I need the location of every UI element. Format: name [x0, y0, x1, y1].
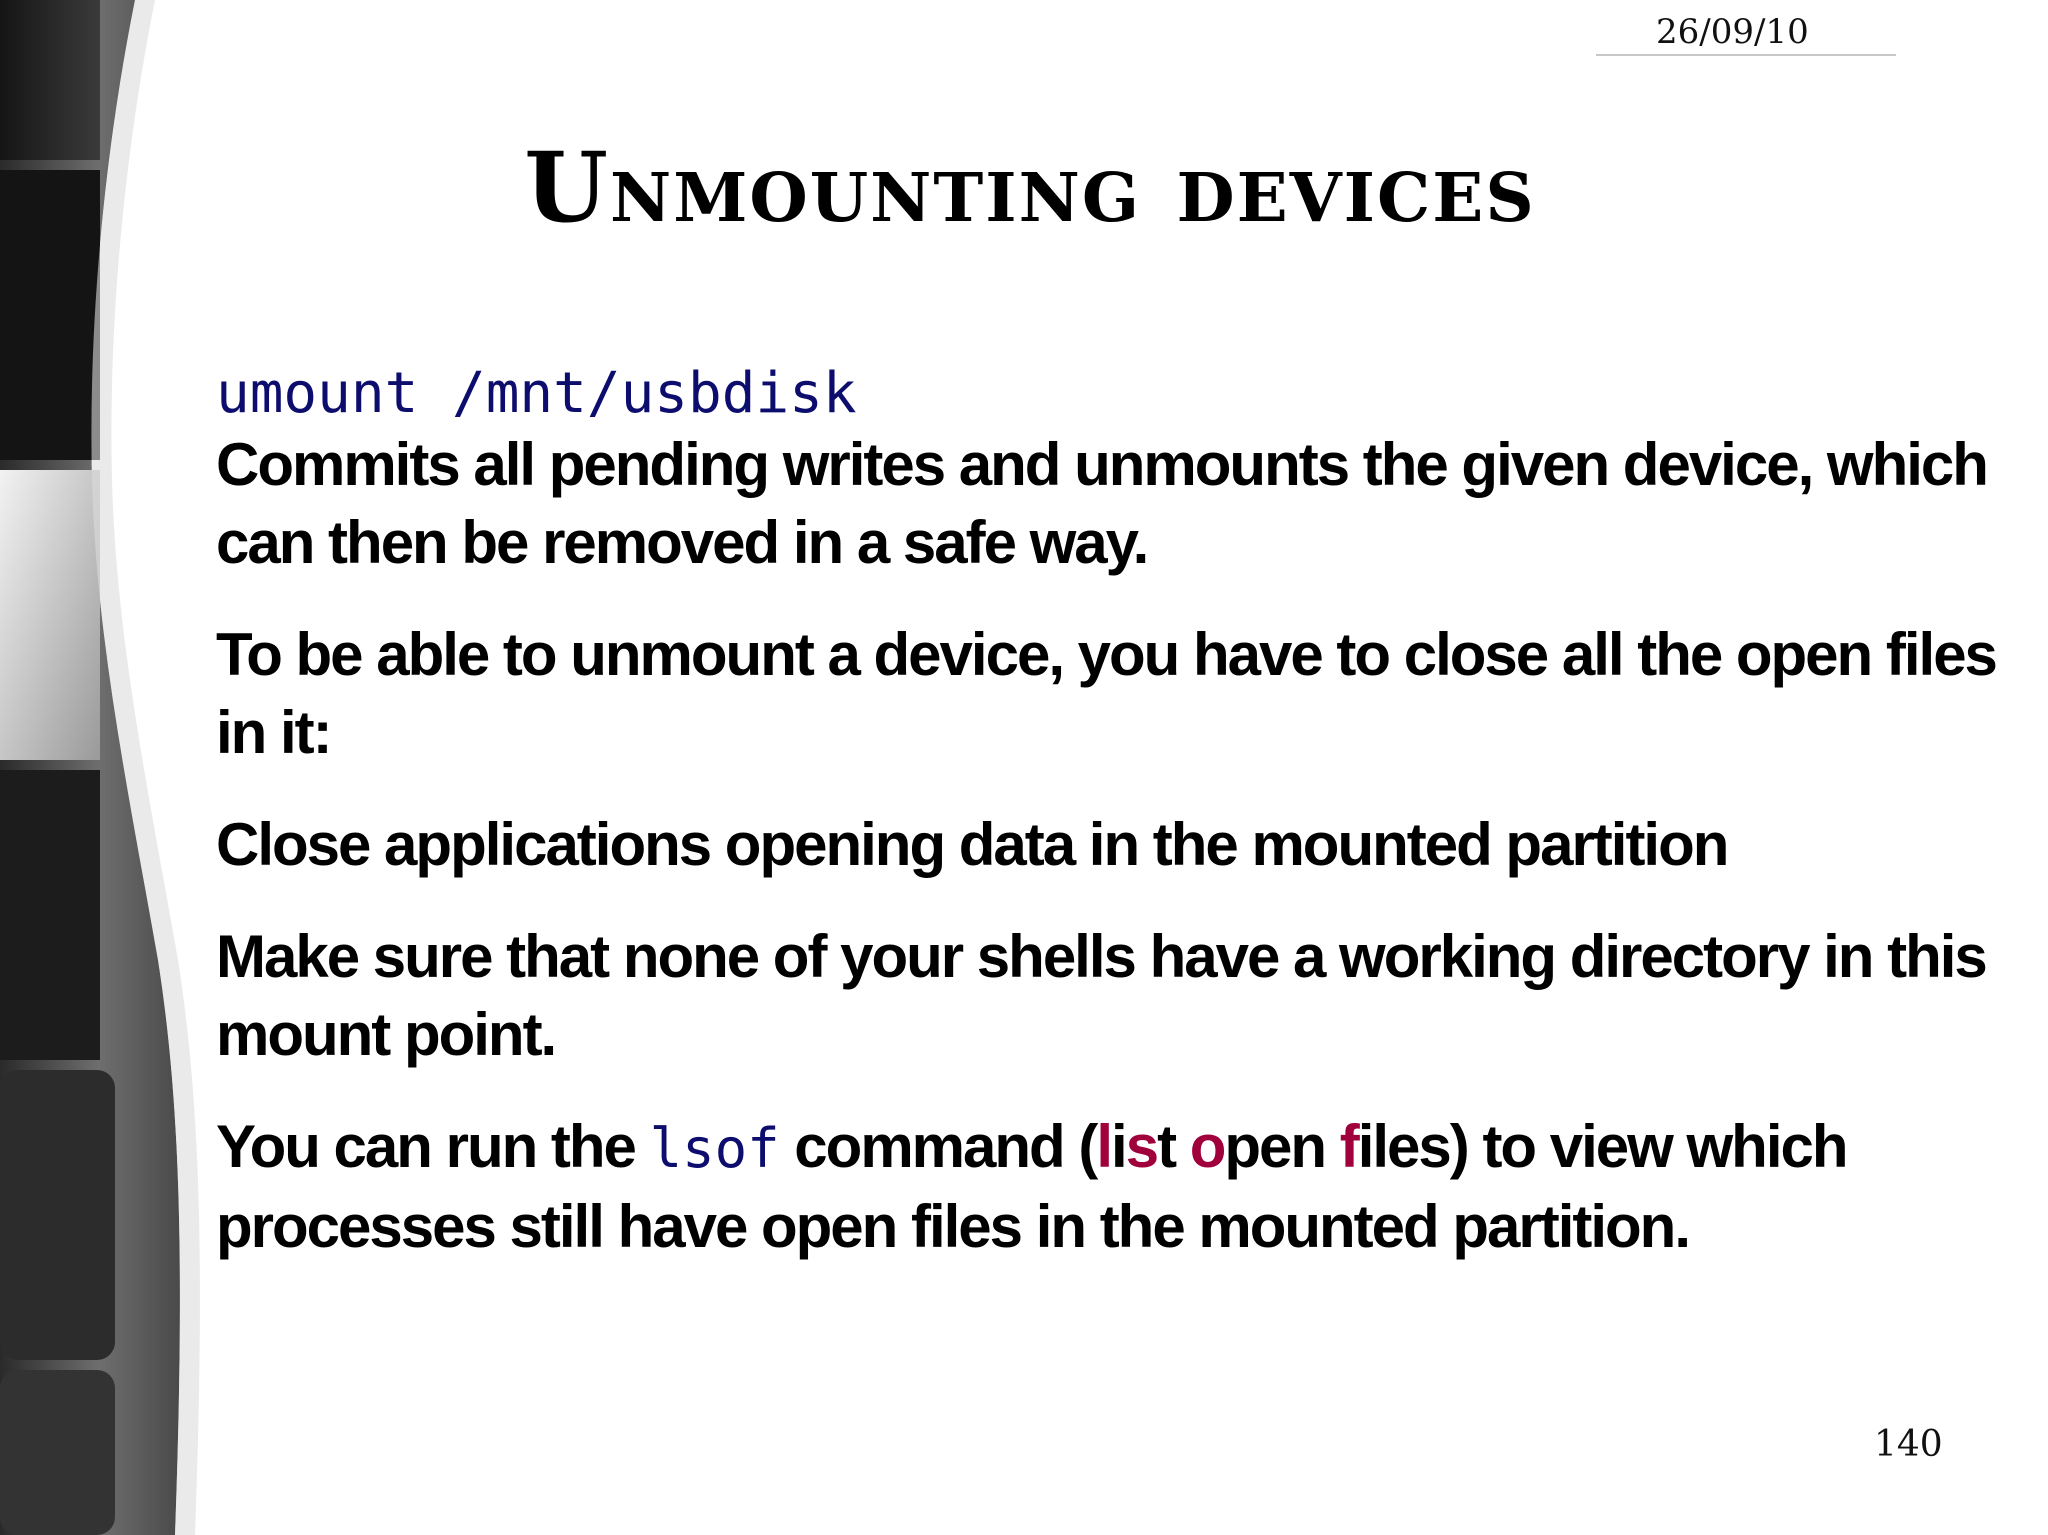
lsof-command: lsof: [649, 1117, 780, 1180]
acronym-letter-o: o: [1189, 1113, 1225, 1180]
acronym-text-t: t: [1157, 1113, 1190, 1180]
lsof-text-after: command (: [779, 1113, 1097, 1180]
command-description: Commits all pending writes and unmounts the given device, which can then be removed in a safe way.: [216, 431, 1987, 576]
umount-command: umount /mnt/usbdisk: [216, 361, 857, 426]
acronym-letter-f: f: [1339, 1113, 1358, 1180]
slide-title: Unmounting devices: [524, 131, 1536, 244]
paragraph-working-directory: Make sure that none of your shells have a working directory in this mount point.: [216, 923, 1986, 1068]
paragraph-close-files: To be able to unmount a device, you have to close all the open files in it:: [216, 621, 1996, 766]
slide-date: 26/09/10: [1596, 8, 1896, 56]
acronym-letter-i: i: [1111, 1113, 1126, 1180]
lsof-text-rest: iles) to view which processes still have open files in the mounted partition.: [216, 1113, 1847, 1260]
slide-content: [216, 362, 2016, 1300]
lsof-text-before: You can run the: [216, 1113, 650, 1180]
acronym-letter-s: s: [1125, 1113, 1158, 1180]
paragraph-lsof: [216, 1108, 2016, 1266]
paragraph-close-applications: Close applications opening data in the mounted partition: [216, 811, 1728, 878]
page-number: 140: [1874, 1424, 1943, 1465]
acronym-letter-l: l: [1096, 1113, 1112, 1180]
acronym-text-pen: pen: [1224, 1113, 1340, 1180]
